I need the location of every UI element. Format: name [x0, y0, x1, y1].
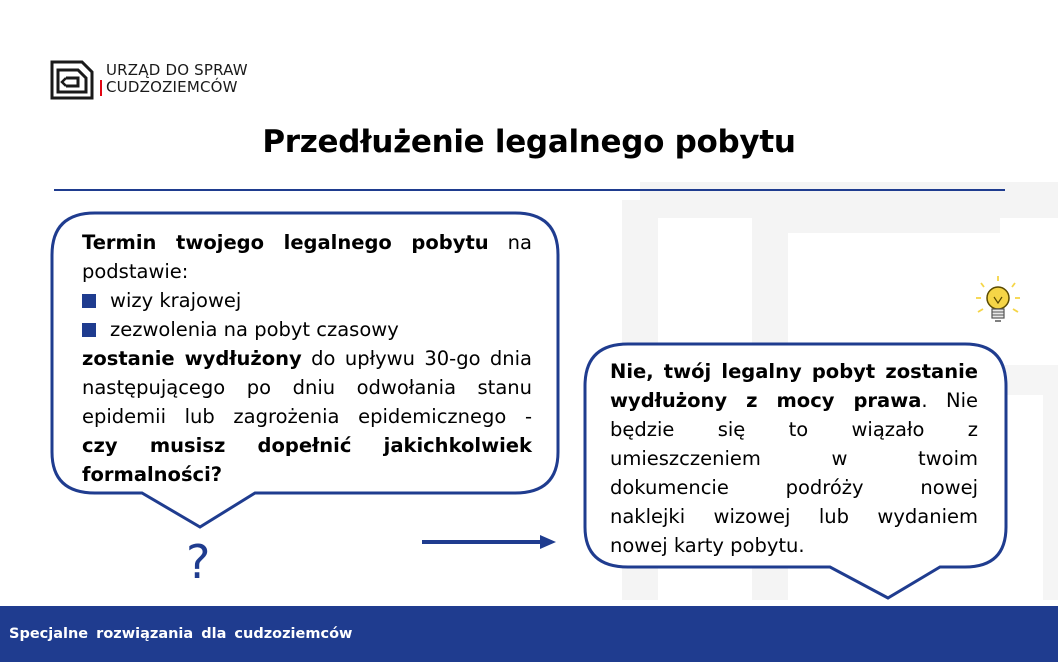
right-line-2 [610, 386, 978, 415]
left-line-5 [82, 344, 532, 373]
left-line-1-rest: na [507, 231, 532, 254]
org-name-line1: URZĄD DO SPRAW [106, 61, 248, 79]
page-title: Przedłużenie legalnego pobytu [262, 124, 796, 160]
right-line-2-bold: wydłużony z mocy prawa [610, 389, 922, 412]
right-line-4: umieszczeniem w twoim [610, 447, 978, 470]
bullet-square-icon [82, 323, 96, 337]
arrow-right-icon [422, 535, 556, 549]
right-line-6: naklejki wizowej lub wydaniem [610, 505, 978, 528]
right-bubble-text [610, 357, 978, 560]
left-line-2: podstawie: [82, 260, 189, 283]
org-name-line2: CUDZOZIEMCÓW [106, 78, 238, 96]
left-line-7: epidemii lub zagrożenia epidemicznego - [82, 405, 532, 428]
bullet-item-2 [82, 315, 532, 344]
left-line-5-bold: zostanie wydłużony [82, 347, 302, 370]
right-line-1-bold: Nie, twój legalny pobyt zostanie [610, 360, 978, 383]
right-line-1 [610, 357, 978, 386]
right-line-3: będzie się to wiązało z [610, 418, 978, 441]
left-line-1-bold: Termin twojego legalnego pobytu [82, 231, 489, 254]
bullet-item-1-label: wizy krajowej [110, 289, 242, 312]
right-line-2-rest: . Nie [921, 389, 978, 412]
left-line-8 [82, 431, 532, 460]
bullet-square-icon [82, 294, 96, 308]
right-line-5: dokumencie podróży nowej [610, 476, 978, 499]
left-line-5-rest: do upływu 30-go dnia [311, 347, 532, 370]
lightbulb-icon [976, 276, 1020, 321]
left-line-9-bold: formalności? [82, 463, 223, 486]
footer-text: Specjalne rozwiązania dla cudzoziemców [9, 626, 353, 642]
left-line-9 [82, 460, 532, 489]
left-bubble-text [82, 228, 532, 489]
question-mark: ? [186, 535, 211, 589]
left-line-6: następującego po dniu odwołania stanu [82, 376, 532, 399]
bullet-item-2-label: zezwolenia na pobyt czasowy [110, 318, 399, 341]
right-line-7: nowej karty pobytu. [610, 534, 805, 557]
bullet-item-1 [82, 286, 532, 315]
left-line-1 [82, 228, 532, 257]
left-line-8-bold: czy musisz dopełnić jakichkolwiek [82, 434, 532, 457]
